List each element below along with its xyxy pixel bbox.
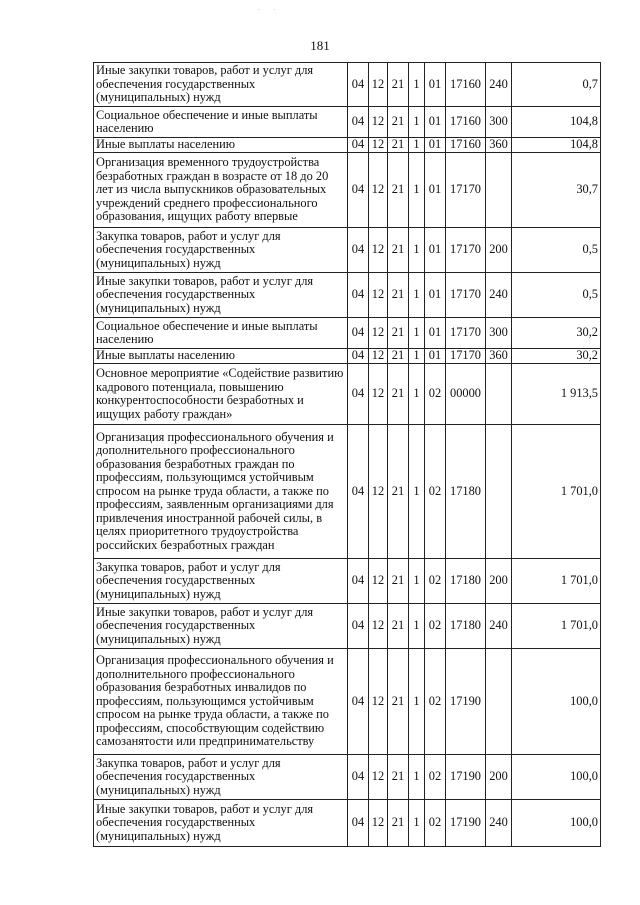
code-section: 12 <box>369 604 388 649</box>
code-program: 21 <box>388 800 409 847</box>
table-row <box>94 364 601 425</box>
code-subprogram: 1 <box>409 755 425 800</box>
code-expense-type: 200 <box>486 559 512 604</box>
code-ministry: 04 <box>348 349 369 364</box>
code-subprogram: 1 <box>409 138 425 153</box>
code-ministry: 04 <box>348 228 369 273</box>
code-direction: 17170 <box>446 318 486 349</box>
code-program: 21 <box>388 349 409 364</box>
code-direction: 17180 <box>446 425 486 559</box>
amount: 100,0 <box>512 649 601 755</box>
row-name: Основное мероприятие «Содействие развитию кадрового потенциала, повышению конкурентоспособности безработных и ищущих работу граждан» <box>94 364 348 425</box>
code-section: 12 <box>369 364 388 425</box>
amount: 0,7 <box>512 63 601 107</box>
code-activity: 02 <box>425 604 446 649</box>
code-subprogram: 1 <box>409 63 425 107</box>
budget-table <box>93 62 601 847</box>
code-program: 21 <box>388 63 409 107</box>
amount: 1 701,0 <box>512 559 601 604</box>
code-program: 21 <box>388 649 409 755</box>
code-ministry: 04 <box>348 649 369 755</box>
code-activity: 01 <box>425 228 446 273</box>
code-section: 12 <box>369 318 388 349</box>
code-subprogram: 1 <box>409 604 425 649</box>
code-direction: 17160 <box>446 107 486 138</box>
code-activity: 01 <box>425 138 446 153</box>
code-program: 21 <box>388 228 409 273</box>
code-section: 12 <box>369 755 388 800</box>
code-activity: 01 <box>425 318 446 349</box>
code-direction: 17170 <box>446 153 486 228</box>
code-ministry: 04 <box>348 318 369 349</box>
table-row <box>94 604 601 649</box>
row-name: Иные закупки товаров, работ и услуг для обеспечения государственных (муниципальных) нужд <box>94 604 348 649</box>
code-program: 21 <box>388 107 409 138</box>
code-section: 12 <box>369 273 388 318</box>
code-program: 21 <box>388 755 409 800</box>
code-expense-type <box>486 425 512 559</box>
code-subprogram: 1 <box>409 349 425 364</box>
code-subprogram: 1 <box>409 559 425 604</box>
amount: 1 701,0 <box>512 425 601 559</box>
code-ministry: 04 <box>348 63 369 107</box>
code-expense-type: 360 <box>486 138 512 153</box>
code-section: 12 <box>369 559 388 604</box>
amount: 0,5 <box>512 273 601 318</box>
code-section: 12 <box>369 63 388 107</box>
scan-mark: . . <box>258 4 282 12</box>
row-name: Закупка товаров, работ и услуг для обеспечения государственных (муниципальных) нужд <box>94 559 348 604</box>
code-subprogram: 1 <box>409 318 425 349</box>
row-name: Иные закупки товаров, работ и услуг для обеспечения государственных (муниципальных) нужд <box>94 63 348 107</box>
code-activity: 01 <box>425 349 446 364</box>
code-program: 21 <box>388 273 409 318</box>
code-subprogram: 1 <box>409 228 425 273</box>
code-activity: 01 <box>425 63 446 107</box>
code-activity: 02 <box>425 649 446 755</box>
amount: 30,7 <box>512 153 601 228</box>
code-program: 21 <box>388 425 409 559</box>
code-activity: 01 <box>425 153 446 228</box>
amount: 1 701,0 <box>512 604 601 649</box>
code-ministry: 04 <box>348 107 369 138</box>
code-expense-type: 200 <box>486 755 512 800</box>
code-section: 12 <box>369 153 388 228</box>
code-activity: 02 <box>425 800 446 847</box>
code-section: 12 <box>369 649 388 755</box>
row-name: Организация профессионального обучения и дополнительного профессионального образования безработных инвалидов по профессиям, пользующимся устойчивым спросом на рынке труда области, а также по профессиям, способствующим содействию самозанятости или предпринимательству <box>94 649 348 755</box>
code-expense-type <box>486 364 512 425</box>
row-name: Организация временного трудоустройства безработных граждан в возрасте от 18 до 20 лет из числа выпускников образовательных учреждений среднего профессионального образования, ищущих работу впервые <box>94 153 348 228</box>
table-row <box>94 153 601 228</box>
row-name: Закупка товаров, работ и услуг для обеспечения государственных (муниципальных) нужд <box>94 228 348 273</box>
table-row <box>94 755 601 800</box>
table-row <box>94 649 601 755</box>
table-row <box>94 349 601 364</box>
amount: 30,2 <box>512 349 601 364</box>
code-ministry: 04 <box>348 800 369 847</box>
row-name: Иные закупки товаров, работ и услуг для обеспечения государственных (муниципальных) нужд <box>94 800 348 847</box>
table-row <box>94 138 601 153</box>
code-ministry: 04 <box>348 604 369 649</box>
code-direction: 17160 <box>446 138 486 153</box>
amount: 100,0 <box>512 755 601 800</box>
code-program: 21 <box>388 138 409 153</box>
code-section: 12 <box>369 349 388 364</box>
code-activity: 02 <box>425 559 446 604</box>
code-expense-type <box>486 649 512 755</box>
code-subprogram: 1 <box>409 425 425 559</box>
row-name: Иные закупки товаров, работ и услуг для обеспечения государственных (муниципальных) нужд <box>94 273 348 318</box>
code-direction: 17170 <box>446 228 486 273</box>
code-subprogram: 1 <box>409 649 425 755</box>
code-direction: 17190 <box>446 649 486 755</box>
row-name: Иные выплаты населению <box>94 349 348 364</box>
code-expense-type: 240 <box>486 604 512 649</box>
amount: 30,2 <box>512 318 601 349</box>
code-activity: 01 <box>425 107 446 138</box>
table-row <box>94 63 601 107</box>
code-program: 21 <box>388 318 409 349</box>
code-program: 21 <box>388 364 409 425</box>
table-row <box>94 273 601 318</box>
code-ministry: 04 <box>348 425 369 559</box>
code-subprogram: 1 <box>409 800 425 847</box>
code-expense-type: 240 <box>486 63 512 107</box>
code-activity: 02 <box>425 364 446 425</box>
amount: 104,8 <box>512 138 601 153</box>
row-name: Социальное обеспечение и иные выплаты населению <box>94 318 348 349</box>
code-expense-type: 200 <box>486 228 512 273</box>
code-ministry: 04 <box>348 364 369 425</box>
code-expense-type <box>486 153 512 228</box>
amount: 100,0 <box>512 800 601 847</box>
code-direction: 00000 <box>446 364 486 425</box>
amount: 1 913,5 <box>512 364 601 425</box>
row-name: Организация профессионального обучения и дополнительного профессионального образования безработных граждан по профессиям, пользующимся устойчивым спросом на рынке труда области, а также по профессиям, заявленным организациями для привлечения иностранной рабочей силы, в целях приоритетного трудоустройства российских безработных граждан <box>94 425 348 559</box>
code-ministry: 04 <box>348 153 369 228</box>
code-expense-type: 240 <box>486 800 512 847</box>
code-program: 21 <box>388 559 409 604</box>
table-row <box>94 228 601 273</box>
code-direction: 17160 <box>446 63 486 107</box>
code-program: 21 <box>388 604 409 649</box>
table-row <box>94 559 601 604</box>
code-ministry: 04 <box>348 138 369 153</box>
code-expense-type: 360 <box>486 349 512 364</box>
code-direction: 17180 <box>446 559 486 604</box>
code-subprogram: 1 <box>409 273 425 318</box>
code-section: 12 <box>369 800 388 847</box>
amount: 0,5 <box>512 228 601 273</box>
code-direction: 17180 <box>446 604 486 649</box>
row-name: Социальное обеспечение и иные выплаты населению <box>94 107 348 138</box>
row-name: Закупка товаров, работ и услуг для обеспечения государственных (муниципальных) нужд <box>94 755 348 800</box>
code-activity: 02 <box>425 425 446 559</box>
table-row <box>94 800 601 847</box>
code-subprogram: 1 <box>409 364 425 425</box>
code-expense-type: 240 <box>486 273 512 318</box>
code-activity: 02 <box>425 755 446 800</box>
code-subprogram: 1 <box>409 107 425 138</box>
code-activity: 01 <box>425 273 446 318</box>
table-row <box>94 318 601 349</box>
code-subprogram: 1 <box>409 153 425 228</box>
amount: 104,8 <box>512 107 601 138</box>
code-direction: 17170 <box>446 349 486 364</box>
page-number: 181 <box>310 38 330 53</box>
code-direction: 17170 <box>446 273 486 318</box>
code-direction: 17190 <box>446 755 486 800</box>
code-section: 12 <box>369 138 388 153</box>
code-ministry: 04 <box>348 559 369 604</box>
code-section: 12 <box>369 107 388 138</box>
code-ministry: 04 <box>348 755 369 800</box>
code-expense-type: 300 <box>486 107 512 138</box>
table-row <box>94 107 601 138</box>
code-section: 12 <box>369 228 388 273</box>
code-expense-type: 300 <box>486 318 512 349</box>
row-name: Иные выплаты населению <box>94 138 348 153</box>
code-ministry: 04 <box>348 273 369 318</box>
code-direction: 17190 <box>446 800 486 847</box>
code-section: 12 <box>369 425 388 559</box>
code-program: 21 <box>388 153 409 228</box>
table-row <box>94 425 601 559</box>
